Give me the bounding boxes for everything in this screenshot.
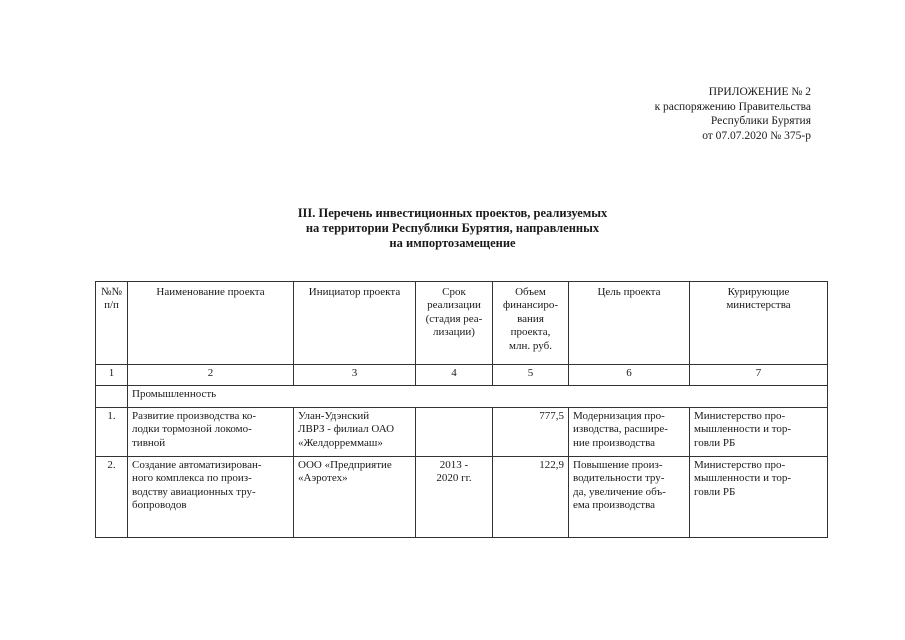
row-number: 2. — [96, 457, 128, 538]
column-number: 5 — [493, 365, 569, 386]
project-amount: 122,9 — [493, 457, 569, 538]
project-goal: Модернизация про- изводства, расшире- ние производства — [569, 408, 690, 457]
header-cell-term: Срок реализации (стадия реа- лизации) — [416, 282, 493, 365]
column-number: 4 — [416, 365, 493, 386]
project-initiator: Улан-Удэнский ЛВРЗ - филиал ОАО «Желдорреммаш» — [294, 408, 416, 457]
appendix-header — [551, 85, 811, 143]
table-row — [96, 408, 828, 457]
table-row — [96, 457, 828, 538]
project-term: 2013 - 2020 гг. — [416, 457, 493, 538]
header-cell-ministry: Курирующие министерства — [690, 282, 828, 365]
header-cell-name: Наименование проекта — [128, 282, 294, 365]
column-number: 7 — [690, 365, 828, 386]
header-cell-amount: Объем финансиро- вания проекта, млн. руб. — [493, 282, 569, 365]
header-cell-initiator: Инициатор проекта — [294, 282, 416, 365]
section-label: Промышленность — [128, 386, 828, 408]
appendix-line-republic: Республики Бурятия — [710, 115, 811, 127]
project-initiator: ООО «Предприятие «Аэротех» — [294, 457, 416, 538]
projects-table — [95, 281, 828, 538]
project-goal: Повышение произ- водительности тру- да, увеличение объ- ема производства — [569, 457, 690, 538]
project-ministry: Министерство про- мышленности и тор- говли РБ — [690, 408, 828, 457]
appendix-title: ПРИЛОЖЕНИЕ № 2 — [708, 86, 811, 98]
title-line-2: на территории Республики Бурятия, направленных — [305, 221, 600, 235]
project-amount: 777,5 — [493, 408, 569, 457]
column-number: 3 — [294, 365, 416, 386]
column-number-row — [96, 365, 828, 386]
document-title — [0, 206, 905, 251]
project-name: Создание автоматизирован- ного комплекса по произ- водству авиационных тру- бопроводов — [128, 457, 294, 538]
project-name: Развитие производства ко- лодки тормозной локомо- тивной — [128, 408, 294, 457]
appendix-line-order: к распоряжению Правительства — [654, 100, 811, 113]
section-empty-cell — [96, 386, 128, 408]
project-term — [416, 408, 493, 457]
header-cell-goal: Цель проекта — [569, 282, 690, 365]
column-number: 6 — [569, 365, 690, 386]
table-header-row — [96, 282, 828, 365]
section-row — [96, 386, 828, 408]
appendix-line-date: от 07.07.2020 № 375-р — [702, 129, 811, 142]
column-number: 1 — [96, 365, 128, 386]
title-line-1: III. Перечень инвестиционных проектов, реализуемых — [297, 206, 608, 220]
column-number: 2 — [128, 365, 294, 386]
row-number: 1. — [96, 408, 128, 457]
header-cell-number: №№ п/п — [96, 282, 128, 365]
title-line-3: на импортозамещение — [389, 236, 516, 250]
project-ministry: Министерство про- мышленности и тор- говли РБ — [690, 457, 828, 538]
